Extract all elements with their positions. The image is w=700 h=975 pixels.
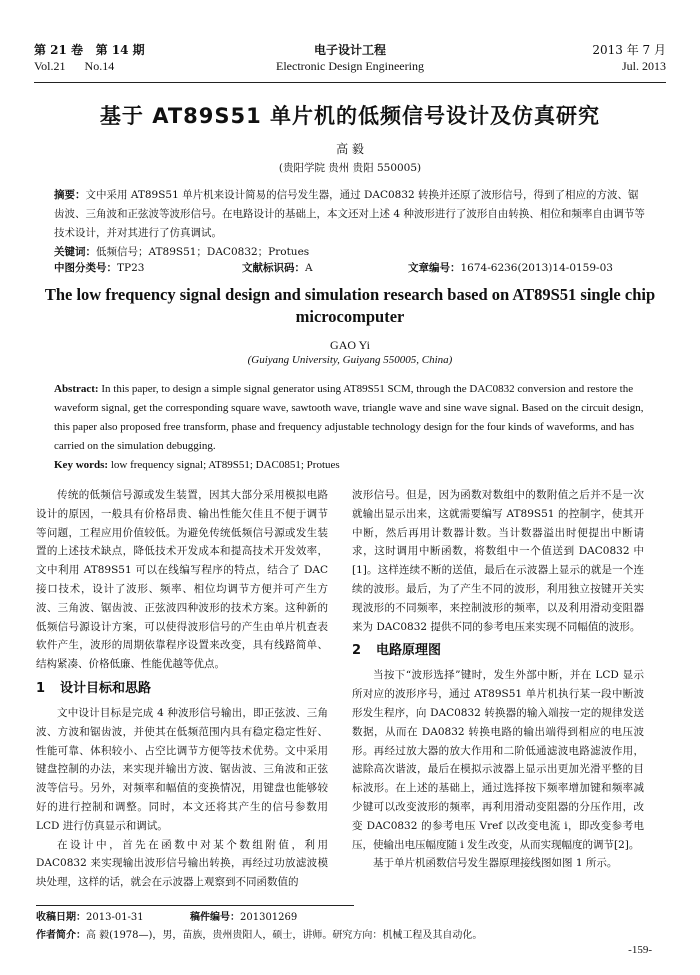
author-cn: 高 毅	[336, 142, 364, 156]
article-title-cn: 基于 AT89S51 单片机的低频信号设计及仿真研究	[99, 104, 601, 128]
author-bio	[36, 926, 666, 941]
continued-paragraph: 波形信号。但是，因为函数对数组中的数附值之后并不是一次就输出显示出来，这就需要编写 AT89S51 的控制字，使其开中断，然后再用计数器计数。当计数器溢出时便提出中断请求，这时调用中断函数，将数组中一个值送到 DAC0832 中[1]。这样连续不断的送值，最后在示波器上显示的就是一个连续的波形。最后，为了产生不同的波形，利用独立按键开关实现波形的不同频率，来控制波形的频率，以及利用滑动变阻器来为 DAC0832 提供不同的参考电压来实现不同幅值的波形。	[352, 489, 644, 633]
doc-value: A	[305, 262, 313, 274]
received-value: 2013-01-31	[86, 912, 144, 923]
article-number-value: 1674-6236(2013)14-0159-03	[460, 262, 613, 274]
volume-en: Vol.21	[34, 59, 66, 73]
date-cn: 2013 年 7 月	[592, 43, 666, 57]
classification-row	[54, 260, 648, 276]
intro-paragraph: 传统的低频信号源或发生装置，因其大部分采用模拟电路设计的原因，一般具有价格昂贵、输出性能欠佳且不便于调节等问题，工程应用价值较低。为避免传统低频信号源或发生装置的上述技术缺点，降低技术开发成本和提高技术开发效率，文中利用 AT89S51 可以在线编写程序的特点，结合了 DAC 接口技术，设计了波形、频率、相位均调节方便并可产生方波、三角波、锯齿波、正弦波四种波形的技术方案。这种新的低频信号源设计方案，可以使得波形信号的产生由单片机查表软件产生，波形的周期依靠程序设置来改变，具有线路简单、结构紧凑、价格低廉、性能优越等优点。	[36, 489, 328, 671]
journal-name-cn: 电子设计工程	[313, 43, 386, 57]
header-date	[592, 42, 666, 74]
bio-text: 高 毅(1978—)，男，苗族，贵州贵阳人，硕士，讲师。研究方向：机械工程及其自动化。	[86, 930, 483, 941]
manuscript-number	[190, 908, 297, 923]
received-date	[36, 908, 144, 923]
clc-code	[54, 260, 144, 275]
affiliation-en: (Guiyang University, Guiyang 550005, China)	[247, 354, 453, 366]
section-1-paragraph-2: 在设计中，首先在函数中对某个数组附值，利用 DAC0832 来实现输出波形信号输出转换，再经过功放滤波模块处理，这样的话，就会在示波器上观察到不同函数值的	[36, 838, 328, 889]
keywords-en	[54, 456, 648, 475]
footnote-divider	[36, 905, 354, 906]
volume-cn: 第 21 卷	[34, 43, 84, 57]
header-journal	[34, 42, 666, 74]
affiliation-cn: (贵阳学院 贵州 贵阳 550005)	[278, 162, 422, 174]
manuscript-label: 稿件编号：	[190, 912, 240, 923]
clc-value: TP23	[117, 262, 145, 274]
section-1-title: 设计目标和思路	[60, 680, 152, 696]
author-en: GAO Yi	[330, 338, 370, 352]
abstract-en-text: In this paper, to design a simple signal generator using AT89S51 SCM, through the DAC0832 conversion and restore the waveform signal, get the corresponding square wave, sawtooth wave, triangle wave and sine wave signal. Based on the circuit design, this paper also proposed free transform, phase and frequency adjustable technology design for the four kinds of waveforms, and has carried on the simulation debugging.	[54, 383, 644, 452]
page-number: -159-	[628, 944, 652, 956]
issue-en: No.14	[84, 59, 115, 73]
section-2-heading	[352, 641, 644, 661]
article-number-label: 文章编号：	[408, 262, 461, 274]
section-2-paragraph-2: 基于单片机函数信号发生器原理接线图如图 1 所示。	[373, 857, 618, 870]
abstract-en-block	[54, 380, 648, 475]
keywords-en-text: low frequency signal; AT89S51; DAC0851; Protues	[110, 459, 340, 471]
body-column-right	[352, 486, 644, 873]
abstract-label: 摘要：	[54, 189, 86, 201]
section-2-paragraph-1: 当按下“波形选择”键时，发生外部中断，并在 LCD 显示所对应的波形序号，通过 AT89S51 单片机执行某一段中断波形发生程序，向 DAC0832 转换器的输入端按一定的规律发送数据，从而在 DA0832 转换电路的输出端得到相应的电压波形。再经过放大器的放大作用和二阶低通滤波电路滤波作用，滤除高次谐波，最后在模拟示波器上显示出更加光滑平整的目标波形。在上述的基础上，通过选择按下频率增加键和频率减少键可以改变波形的频率，再利用滑动变阻器的分压作用，改变 DAC0832 的参考电压 Vref 以改变电流 i，即改变参考电压，使输出电压幅度随 i 发生改变，从而实现幅度的调节[2]。	[352, 669, 644, 851]
section-2-title: 电路原理图	[376, 643, 442, 659]
running-header	[34, 38, 666, 83]
article-number	[408, 260, 613, 275]
abstract-cn-text: 文中采用 AT89S51 单片机来设计简易的信号发生器，通过 DAC0832 转换并还原了波形信号，得到了相应的方波、锯齿波、三角波和正弦波等波形信号。在电路设计的基础上，本文还对上述 4 种波形进行了波形自由转换、相位和频率自由调节等技术设计，并对其进行了仿真调试。	[54, 189, 645, 239]
body-column-left	[36, 486, 328, 892]
footnote-dates	[36, 908, 656, 924]
section-2-number: 2	[352, 643, 362, 659]
manuscript-value: 201301269	[240, 912, 298, 923]
keywords-label: 关键词：	[54, 246, 96, 258]
date-en: Jul. 2013	[621, 59, 666, 73]
abstract-cn	[54, 186, 648, 243]
keywords-cn-text: 低频信号；AT89S51；DAC0832；Protues	[96, 246, 310, 258]
doc-label: 文献标识码：	[242, 262, 305, 274]
section-1-number: 1	[36, 680, 46, 696]
doc-code	[242, 260, 313, 275]
clc-label: 中图分类号：	[54, 262, 117, 274]
received-label: 收稿日期：	[36, 912, 86, 923]
keywords-en-label: Key words:	[54, 459, 109, 471]
section-1-heading	[36, 679, 328, 699]
bio-label: 作者简介：	[36, 930, 86, 941]
journal-name-en: Electronic Design Engineering	[276, 59, 424, 73]
issue-cn: 第 14 期	[95, 43, 145, 57]
article-title-en: The low frequency signal design and simulation research based on AT89S51 single chip microcomputer	[44, 285, 656, 326]
abstract-cn-block	[54, 186, 648, 262]
section-1-paragraph-1: 文中设计目标是完成 4 种波形信号输出，即正弦波、三角波、方波和锯齿波，并使其在低频范围内具有稳定稳定性好、性能可靠、体积较小、占空比调节方便等技术优势。文中采用键盘控制的办法，来实现并输出方波、锯齿波、三角波和正弦波等信号。另外，对频率和幅值的变换情况，用键盘也能够较好的进行控制和调整。同时，本文还将其产生的信号参数用 LCD 进行仿真显示和调试。	[36, 706, 328, 832]
abstract-en	[54, 380, 648, 456]
abstract-en-label: Abstract:	[54, 383, 99, 395]
